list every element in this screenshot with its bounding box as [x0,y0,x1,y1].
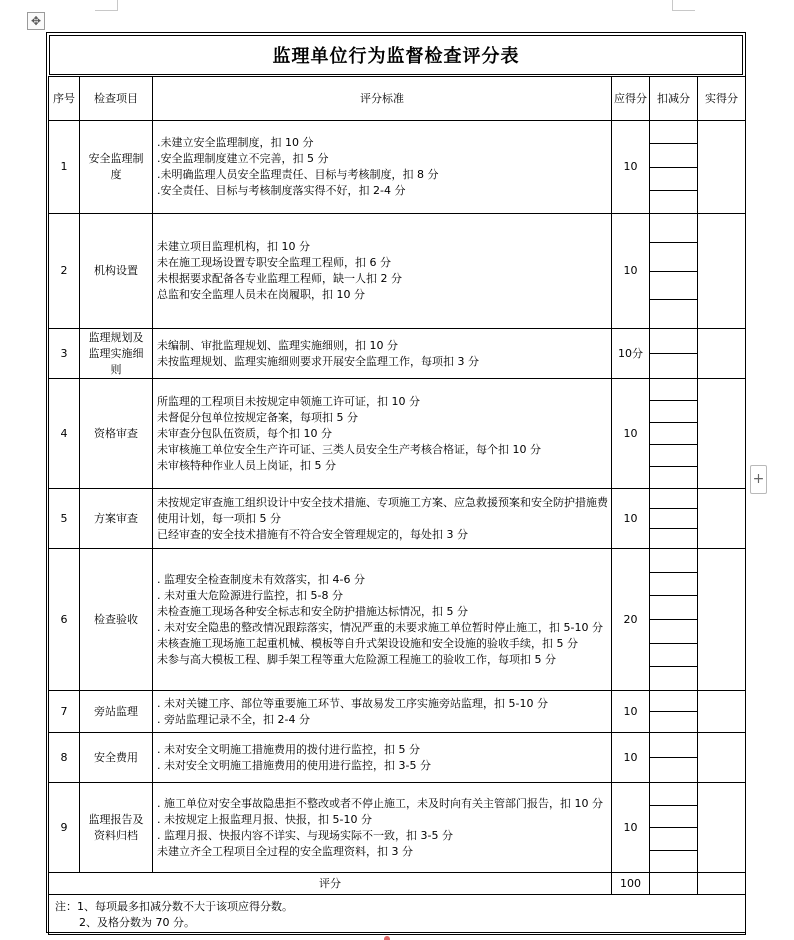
criteria-cell [153,214,612,329]
criteria-line: 未编制、审批监理规划、监理实施细则，扣 10 分 [157,338,398,352]
actual-score-cell[interactable] [698,733,746,783]
criteria-line: 总监和安全监理人员未在岗履职，扣 10 分 [157,288,365,301]
criteria-cell [153,379,612,489]
criteria-line: . 未对关键工序、部位等重要施工环节、事故易发工序实施旁站监理，扣 5-10 分 [157,696,548,710]
deduct-cell[interactable] [650,783,698,873]
deduct-cell[interactable] [650,379,698,489]
criteria-line: 未建立项目监理机构，扣 10 分 [157,240,310,253]
deduct-subcell[interactable] [650,243,697,272]
table-row [49,733,746,783]
notes-cell [49,895,746,935]
note-line-2: 2、及格分数为 70 分。 [79,915,195,929]
header-deduct: 扣减分 [650,77,698,121]
score-value: 10 [612,214,650,329]
deduct-subcell[interactable] [650,733,697,758]
criteria-line: 未核查施工现场施工起重机械、模板等自升式架设设施和安全设施的验收手续，扣 5 分 [157,636,578,650]
criteria-line: 未在施工现场设置专职安全监理工程师，扣 6 分 [157,256,391,269]
row-number: 7 [49,691,80,733]
table-row [49,549,746,691]
criteria-line: 未根据要求配备各专业监理工程师，缺一人扣 2 分 [157,272,402,285]
row-number: 3 [49,329,80,379]
deduct-subcell[interactable] [650,549,697,573]
criteria-line: 未按规定审查施工组织设计中安全技术措施、专项施工方案、应急救援预案和安全防护措施费使用计划，每一项扣 5 分 [157,495,608,525]
actual-score-cell[interactable] [698,691,746,733]
table-row [49,379,746,489]
deduct-subcell[interactable] [650,783,697,806]
total-row [49,873,746,895]
deduct-cell[interactable] [650,691,698,733]
deduct-subcell[interactable] [650,758,697,782]
deduct-subcell[interactable] [650,644,697,668]
deduct-subcell[interactable] [650,300,697,328]
deduct-subcell[interactable] [650,691,697,712]
score-value: 10分 [612,329,650,379]
row-number: 8 [49,733,80,783]
page-title: 监理单位行为监督检查评分表 [49,35,743,75]
score-value: 10 [612,379,650,489]
table-move-handle-icon[interactable]: ✥ [27,12,45,30]
table-row [49,121,746,214]
criteria-cell [153,329,612,379]
criteria-line: 未参与高大模板工程、脚手架工程等重大危险源工程施工的验收工作，每项扣 5 分 [157,652,556,666]
criteria-line: 未检查施工现场各种安全标志和安全防护措施达标情况，扣 5 分 [157,604,468,618]
row-number: 6 [49,549,80,691]
score-value: 10 [612,691,650,733]
deduct-cell[interactable] [650,733,698,783]
add-column-icon[interactable]: + [750,465,767,494]
criteria-cell [153,783,612,873]
deduct-subcell[interactable] [650,354,697,378]
criteria-line: . 监理月报、快报内容不详实、与现场实际不一致，扣 3-5 分 [157,828,453,842]
check-item: 方案审查 [80,489,153,549]
actual-score-cell[interactable] [698,214,746,329]
deduct-subcell[interactable] [650,489,697,509]
deduct-subcell[interactable] [650,423,697,445]
deduct-subcell[interactable] [650,851,697,873]
deduct-subcell[interactable] [650,806,697,829]
deduct-subcell[interactable] [650,712,697,732]
deduct-subcell[interactable] [650,620,697,644]
deduct-subcell[interactable] [650,667,697,690]
deduct-subcell[interactable] [650,272,697,301]
check-item: 旁站监理 [80,691,153,733]
criteria-cell [153,733,612,783]
notes-row [49,895,746,935]
deduct-subcell[interactable] [650,168,697,191]
deduct-cell[interactable] [650,489,698,549]
criteria-line: 未督促分包单位按规定备案，每项扣 5 分 [157,410,358,424]
deduct-subcell[interactable] [650,445,697,467]
criteria-line: . 旁站监理记录不全，扣 2-4 分 [157,712,310,726]
criteria-cell [153,549,612,691]
deduct-subcell[interactable] [650,379,697,401]
criteria-cell [153,691,612,733]
actual-score-cell[interactable] [698,379,746,489]
check-item: 检查验收 [80,549,153,691]
deduct-subcell[interactable] [650,573,697,597]
check-item: 机构设置 [80,214,153,329]
criteria-line: 已经审查的安全技术措施有不符合安全管理规定的，每处扣 3 分 [157,527,468,541]
criteria-line: . 监理安全检查制度未有效落实，扣 4-6 分 [157,572,365,586]
criteria-cell [153,489,612,549]
criteria-line: . 未对重大危险源进行监控，扣 5-8 分 [157,588,343,602]
deduct-subcell[interactable] [650,467,697,488]
header-no: 序号 [49,77,80,121]
criteria-cell [153,121,612,214]
criteria-line: . 未对安全隐患的整改情况跟踪落实，情况严重的未要求施工单位暂时停止施工，扣 5-10 分 [157,620,603,634]
row-number: 1 [49,121,80,214]
deduct-cell[interactable] [650,329,698,379]
table-row [49,783,746,873]
table-row [49,214,746,329]
criteria-line: . 未对安全文明施工措施费用的拨付进行监控，扣 5 分 [157,742,420,756]
actual-score-cell[interactable] [698,121,746,214]
header-actual: 实得分 [698,77,746,121]
header-criteria: 评分标准 [153,77,612,121]
table-row [49,691,746,733]
table-row [49,329,746,379]
actual-score-cell[interactable] [698,783,746,873]
criteria-line: .安全监理制度建立不完善，扣 5 分 [157,152,329,165]
header-score: 应得分 [612,77,650,121]
row-number: 4 [49,379,80,489]
criteria-line: 所监理的工程项目未按规定申领施工许可证，扣 10 分 [157,394,420,408]
bottom-marker [384,936,390,940]
check-item: 安全监理制度 [80,121,153,214]
score-value: 10 [612,121,650,214]
deduct-subcell[interactable] [650,596,697,620]
score-value: 10 [612,783,650,873]
deduct-subcell[interactable] [650,191,697,213]
header-row [49,77,746,121]
actual-score-cell[interactable] [698,489,746,549]
deduct-cell[interactable] [650,121,698,214]
row-number: 5 [49,489,80,549]
row-number: 9 [49,783,80,873]
deduct-subcell[interactable] [650,214,697,243]
criteria-line: 未建立齐全工程项目全过程的安全监理资料，扣 3 分 [157,844,413,858]
deduct-subcell[interactable] [650,144,697,167]
deduct-subcell[interactable] [650,121,697,144]
deduct-cell[interactable] [650,549,698,691]
row-number: 2 [49,214,80,329]
score-value: 10 [612,733,650,783]
criteria-line: .未建立安全监理制度，扣 10 分 [157,136,314,149]
total-label: 评分 [49,873,612,895]
criteria-line: 未审核特种作业人员上岗证，扣 5 分 [157,458,336,472]
check-item: 资格审查 [80,379,153,489]
deduct-cell[interactable] [650,214,698,329]
actual-score-cell[interactable] [698,329,746,379]
criteria-line: . 施工单位对安全事故隐患拒不整改或者不停止施工，未及时向有关主管部门报告，扣 10 分 [157,796,603,810]
criteria-line: . 未按规定上报监理月报、快报，扣 5-10 分 [157,812,372,826]
total-score: 100 [612,873,650,895]
criteria-line: . 未对安全文明施工措施费用的使用进行监控，扣 3-5 分 [157,758,431,772]
note-line-1: 注：1、每项最多扣减分数不大于该项应得分数。 [55,899,293,913]
criteria-line: .安全责任、目标与考核制度落实得不好，扣 2-4 分 [157,184,406,197]
table-row [49,489,746,549]
deduct-subcell[interactable] [650,828,697,851]
total-deduct-cell[interactable] [650,873,698,895]
header-item: 检查项目 [80,77,153,121]
score-table [48,76,746,935]
check-item: 监理规划及监理实施细则 [80,329,153,379]
score-value: 10 [612,489,650,549]
criteria-line: .未明确监理人员安全监理责任、目标与考核制度，扣 8 分 [157,168,439,181]
score-value: 20 [612,549,650,691]
deduct-subcell[interactable] [650,401,697,423]
criteria-line: 未按监理规划、监理实施细则要求开展安全监理工作，每项扣 3 分 [157,354,479,368]
criteria-line: 未审核施工单位安全生产许可证、三类人员安全生产考核合格证，每个扣 10 分 [157,442,541,456]
check-item: 安全费用 [80,733,153,783]
deduct-subcell[interactable] [650,509,697,529]
deduct-subcell[interactable] [650,329,697,354]
page-corner-mark-right [672,0,695,11]
actual-score-cell[interactable] [698,549,746,691]
total-actual-cell[interactable] [698,873,746,895]
check-item: 监理报告及资料归档 [80,783,153,873]
page-corner-mark-left [95,0,118,11]
criteria-line: 未审查分包队伍资质，每个扣 10 分 [157,426,332,440]
deduct-subcell[interactable] [650,529,697,548]
